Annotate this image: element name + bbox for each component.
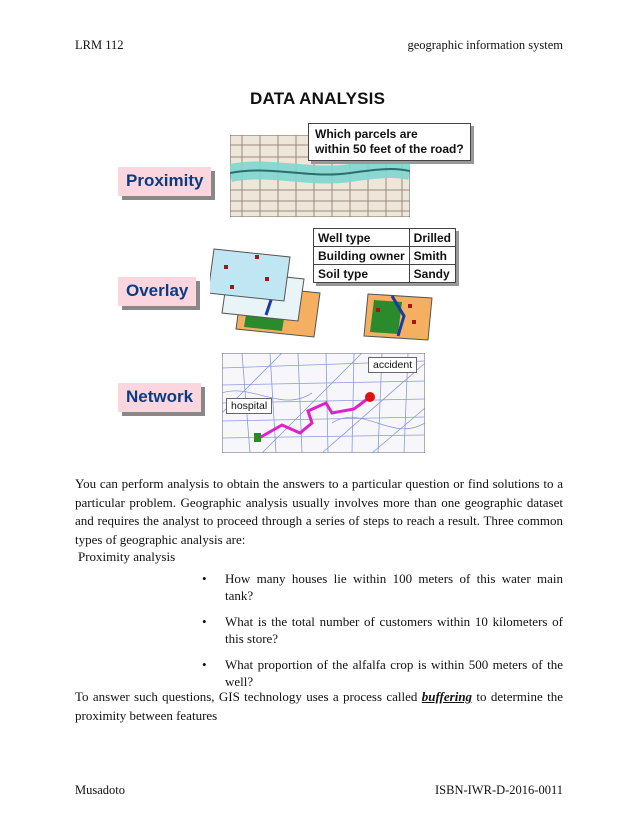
list-item [200, 656, 563, 690]
overlay-attribute-table [313, 228, 456, 283]
attribute-row [314, 265, 456, 283]
proximity-label: Proximity [118, 167, 211, 196]
network-label: Network [118, 383, 201, 412]
closing-text-before: To answer such questions, GIS technology uses a process called [75, 689, 422, 704]
bullet-icon: • [202, 614, 207, 629]
attribute-key: Building owner [314, 247, 410, 265]
header-subject: geographic information system [407, 38, 563, 52]
header-course-code: LRM 112 [75, 38, 124, 52]
proximity-question-line1: Which parcels are [315, 127, 418, 141]
proximity-question-list [200, 570, 563, 699]
attribute-key: Well type [314, 229, 410, 247]
bullet-text: What proportion of the alfalfa crop is within 500 meters of the well? [225, 657, 563, 689]
proximity-question-line2: within 50 feet of the road? [315, 142, 464, 156]
attribute-key: Soil type [314, 265, 410, 283]
bullet-icon: • [202, 571, 207, 586]
attribute-value: Drilled [409, 229, 455, 247]
network-end-tag: accident [368, 357, 417, 373]
buffering-keyword: buffering [421, 689, 473, 704]
attribute-row [314, 247, 456, 265]
list-item [200, 613, 563, 647]
figure-title: DATA ANALYSIS [250, 89, 386, 108]
bullet-text: What is the total number of customers within 10 kilometers of this store? [225, 614, 563, 646]
bullet-text: How many houses lie within 100 meters of this water main tank? [225, 571, 563, 603]
intro-paragraph: You can perform analysis to obtain the answers to a particular question or find solutions to a particular problem. Geographic analysis usually involves more than one geographic dataset and requires the analyst to proceed through a series of steps to reach a result. Three common types of geographic analysis are: [75, 476, 563, 547]
proximity-analysis-heading: Proximity analysis [78, 549, 176, 564]
network-start-tag: hospital [226, 398, 272, 414]
attribute-value: Sandy [409, 265, 455, 283]
data-analysis-figure [110, 85, 490, 460]
attribute-row [314, 229, 456, 247]
closing-paragraph [75, 688, 563, 725]
footer-author: Musadoto [75, 783, 125, 797]
overlay-result-map [362, 290, 436, 342]
attribute-value: Smith [409, 247, 455, 265]
proximity-question-callout [308, 123, 471, 161]
footer-isbn: ISBN-IWR-D-2016-0011 [435, 783, 563, 797]
overlay-layers [210, 245, 325, 345]
list-item [200, 570, 563, 604]
overlay-label: Overlay [118, 277, 196, 306]
closing-text-after: to determine the proximity between features [75, 689, 563, 723]
bullet-icon: • [202, 657, 207, 672]
